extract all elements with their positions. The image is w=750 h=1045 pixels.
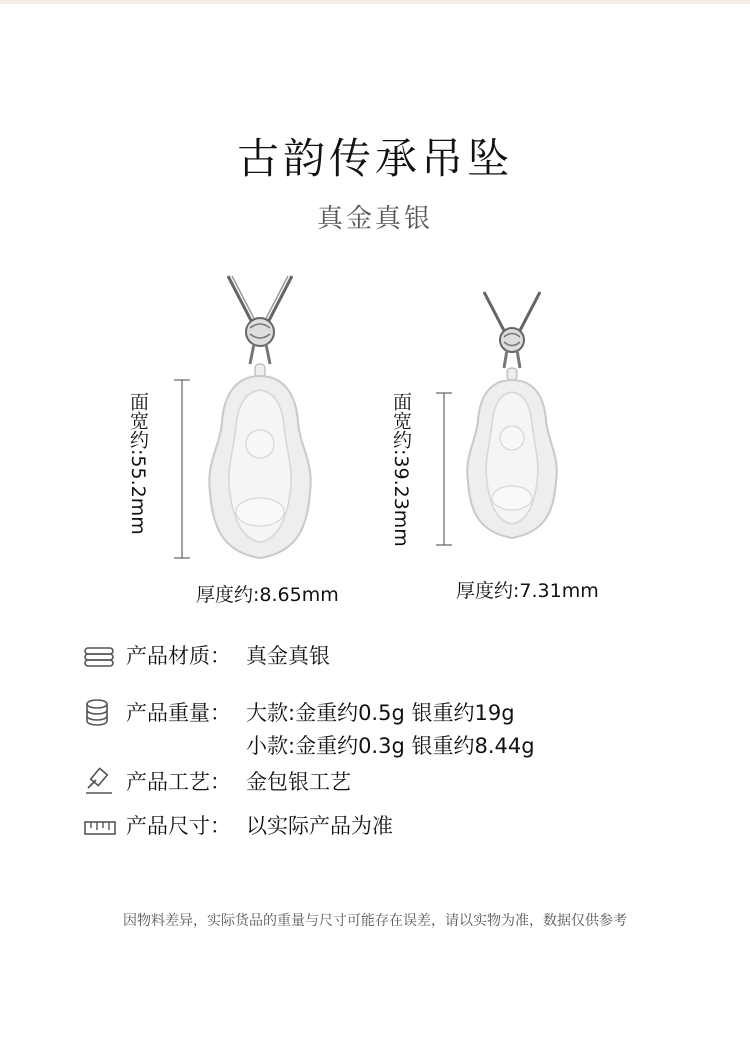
small-pendant-width-label: 面宽约:39.23mm <box>390 392 412 547</box>
large-pendant-width-label: 面宽约:55.2mm <box>127 392 149 535</box>
size-value: 以实际产品为准 <box>246 814 393 838</box>
size-label: 产品尺寸： <box>126 814 231 838</box>
craft-value: 金包银工艺 <box>246 770 351 794</box>
layers-icon <box>82 640 118 670</box>
large-pendant-image <box>200 272 320 572</box>
large-pendant-thickness-label: 厚度约:8.65mm <box>196 584 339 606</box>
large-width-dimension-line <box>172 378 192 560</box>
page-subtitle: 真金真银 <box>316 204 433 234</box>
weight-value-large: 大款:金重约0.5g 银重约19g <box>246 701 515 725</box>
disclaimer-note: 因物料差异，实际货品的重量与尺寸可能存在误差，请以实物为准，数据仅供参考 <box>123 913 627 929</box>
weight-value-small: 小款:金重约0.3g 银重约8.44g <box>246 734 535 758</box>
top-accent-line <box>0 0 750 4</box>
material-label: 产品材质： <box>126 644 231 668</box>
small-pendant-image <box>460 288 564 548</box>
craft-label: 产品工艺： <box>126 770 231 794</box>
page-title: 古韵传承吊坠 <box>236 134 513 183</box>
small-pendant-thickness-label: 厚度约:7.31mm <box>456 580 599 602</box>
coins-icon <box>82 697 118 727</box>
ruler-icon <box>82 810 118 840</box>
material-value: 真金真银 <box>246 644 330 668</box>
weight-label: 产品重量： <box>126 701 231 725</box>
small-width-dimension-line <box>434 391 454 547</box>
gavel-icon <box>82 766 118 796</box>
